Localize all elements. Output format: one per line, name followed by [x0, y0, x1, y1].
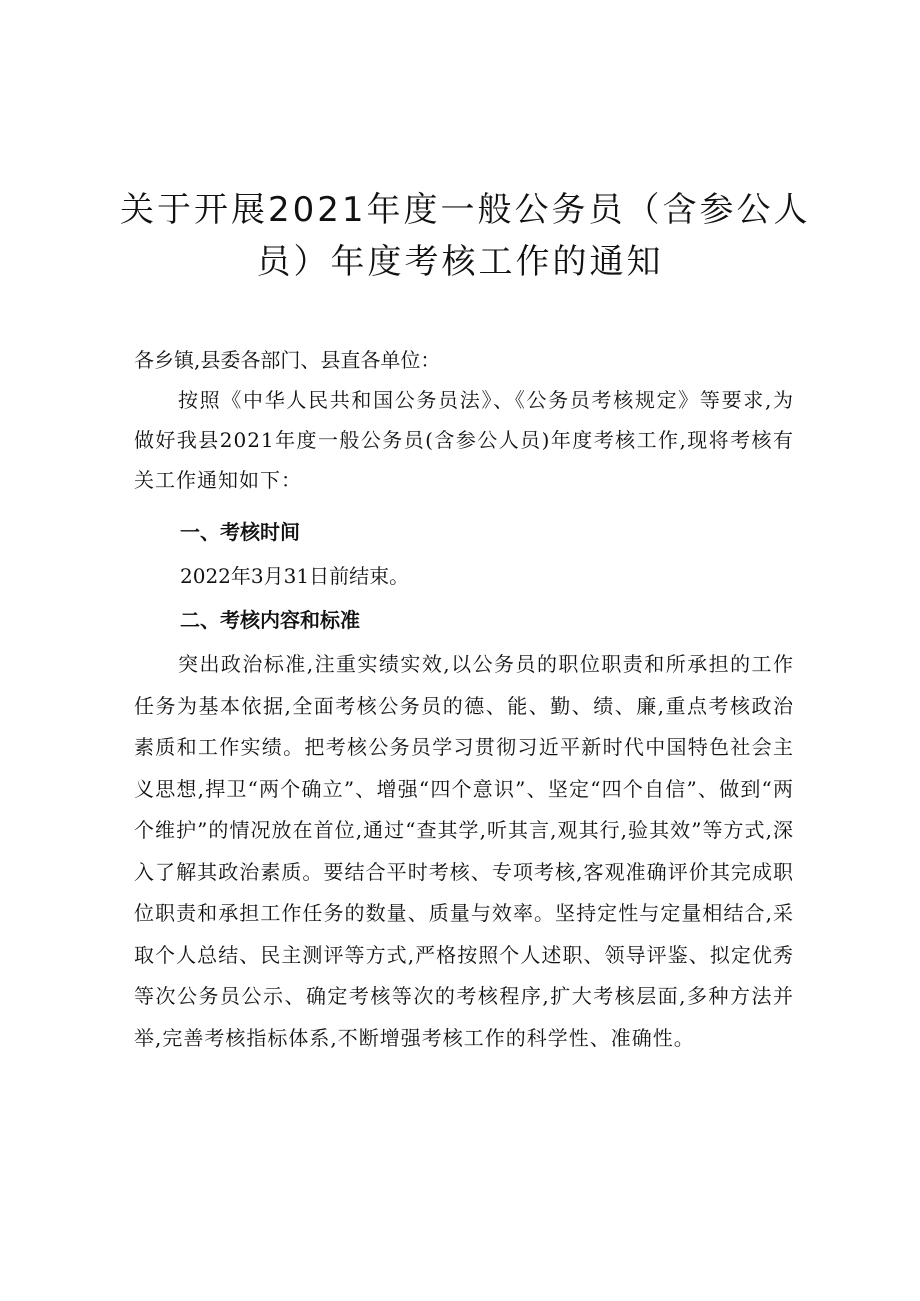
- section-1-heading: 一、考核时间: [180, 520, 300, 544]
- document-title-line-2: 员）年度考核工作的通知: [256, 242, 664, 282]
- section-1-text: 2022年3月31日前结束。: [180, 564, 410, 588]
- salutation: 各乡镇,县委各部门、县直各单位：: [134, 348, 441, 372]
- intro-paragraph: 按照《中华人民共和国公务员法》、《公务员考核规定》等要求,为做好我县2021年度一般公务员(含参公人员)年度考核工作,现将考核有关工作通知如下：: [134, 388, 794, 492]
- document-title-line-1: 关于开展2021年度一般公务员（含参公人: [120, 190, 811, 230]
- section-2-paragraph: 突出政治标准,注重实绩实效,以公务员的职位职责和所承担的工作任务为基本依据,全面考核公务员的德、能、勤、绩、廉,重点考核政治素质和工作实绩。把考核公务员学习贯彻习近平新时代中国特色社会主义思想,捍卫“两个确立”、增强“四个意识”、坚定“四个自信”、做到“两个维护”的情况放在首位,通过“查其学,听其言,观其行,验其效”等方式,深入了解其政治素质。要结合平时考核、专项考核,客观准确评价其完成职位职责和承担工作任务的数量、质量与效率。坚持定性与定量相结合,采取个人总结、民主测评等方式,严格按照个人述职、领导评鉴、拟定优秀等次公务员公示、确定考核等次的考核程序,扩大考核层面,多种方法并举,完善考核指标体系,不断增强考核工作的科学性、准确性。: [134, 652, 794, 1050]
- section-2-heading: 二、考核内容和标准: [180, 608, 360, 632]
